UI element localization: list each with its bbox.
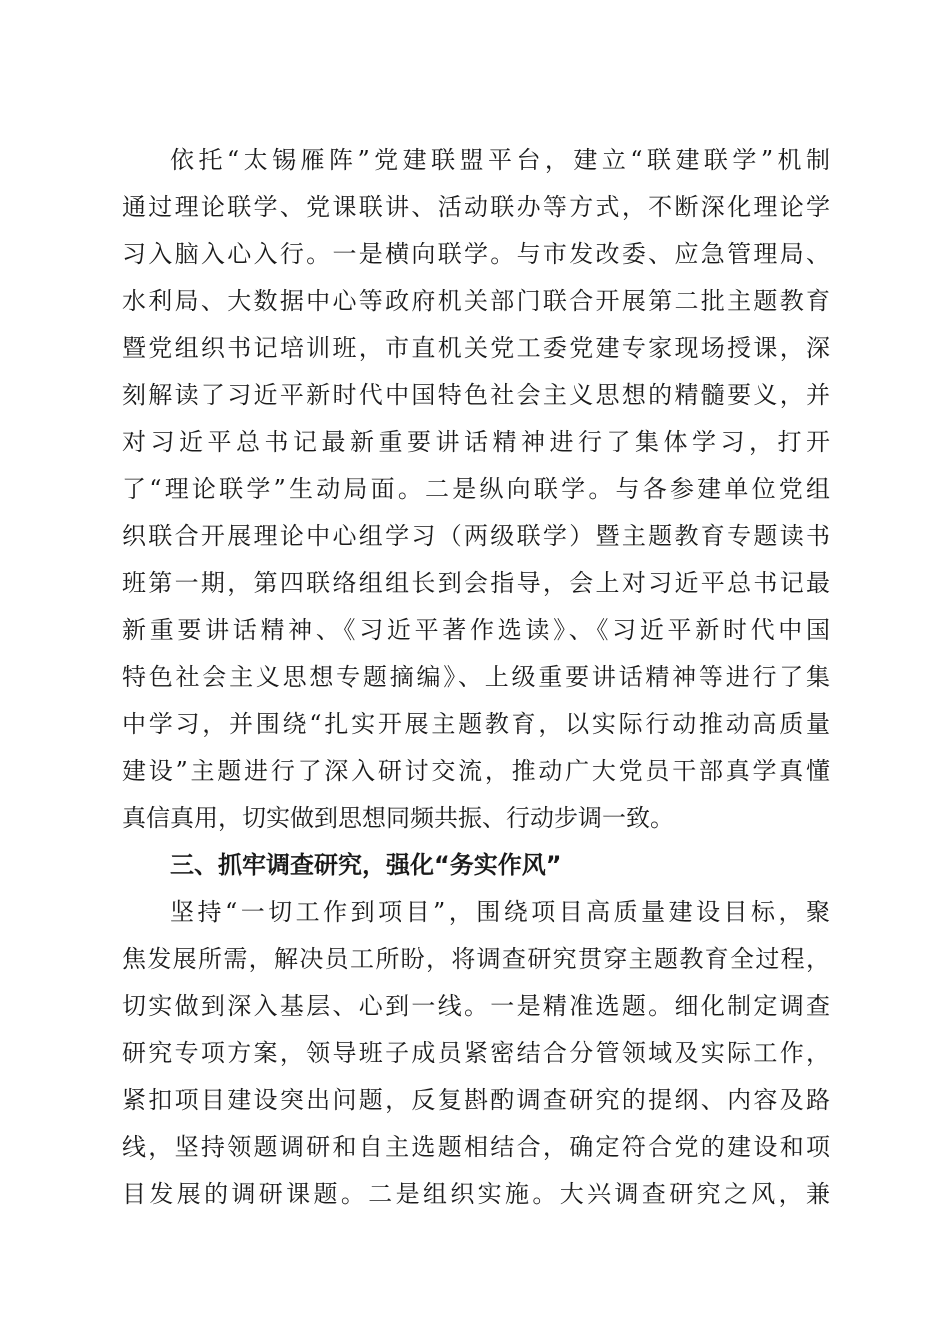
paragraph-1-line-6: 刻解读了习近平新时代中国特色社会主义思想的精髓要义，并	[122, 381, 830, 409]
paragraph-1-line-10: 班第一期，第四联络组组长到会指导，会上对习近平总书记最	[122, 569, 830, 597]
paragraph-1-line-7: 对习近平总书记最新重要讲话精神进行了集体学习，打开	[122, 428, 830, 456]
paragraph-2-line-1: 坚持“一切工作到项目”，围绕项目高质量建设目标，聚	[170, 898, 830, 926]
paragraph-1-line-3: 习入脑入心入行。一是横向联学。与市发改委、应急管理局、	[122, 240, 830, 268]
paragraph-1-line-12: 特色社会主义思想专题摘编》、上级重要讲话精神等进行了集	[122, 663, 830, 691]
paragraph-1-line-9: 织联合开展理论中心组学习（两级联学）暨主题教育专题读书	[122, 522, 830, 550]
paragraph-1-line-1: 依托“太锡雁阵”党建联盟平台，建立“联建联学”机制	[170, 146, 830, 174]
section-heading-3: 三、抓牢调查研究，强化“务实作风”	[170, 851, 562, 879]
paragraph-1-line-13: 中学习，并围绕“扎实开展主题教育，以实际行动推动高质量	[122, 710, 830, 738]
paragraph-1-line-14: 建设”主题进行了深入研讨交流，推动广大党员干部真学真懂	[122, 757, 830, 785]
paragraph-1-line-15: 真信真用，切实做到思想同频共振、行动步调一致。	[122, 804, 674, 832]
paragraph-2-line-3: 切实做到深入基层、心到一线。一是精准选题。细化制定调查	[122, 992, 830, 1020]
paragraph-2-line-5: 紧扣项目建设突出问题，反复斟酌调查研究的提纲、内容及路	[122, 1086, 830, 1114]
paragraph-2-line-4: 研究专项方案，领导班子成员紧密结合分管领域及实际工作，	[122, 1039, 830, 1067]
paragraph-2-line-6: 线，坚持领题调研和自主选题相结合，确定符合党的建设和项	[122, 1133, 830, 1161]
paragraph-1-line-5: 暨党组织书记培训班，市直机关党工委党建专家现场授课，深	[122, 334, 830, 362]
paragraph-2-line-7: 目发展的调研课题。二是组织实施。大兴调查研究之风，兼	[122, 1180, 830, 1208]
paragraph-2-line-2: 焦发展所需，解决员工所盼，将调查研究贯穿主题教育全过程，	[122, 945, 830, 973]
paragraph-1-line-11: 新重要讲话精神、《习近平著作选读》、《习近平新时代中国	[122, 616, 830, 644]
paragraph-1-line-2: 通过理论联学、党课联讲、活动联办等方式，不断深化理论学	[122, 193, 830, 221]
paragraph-1-line-4: 水利局、大数据中心等政府机关部门联合开展第二批主题教育	[122, 287, 830, 315]
paragraph-1-line-8: 了“理论联学”生动局面。二是纵向联学。与各参建单位党组	[122, 475, 830, 503]
